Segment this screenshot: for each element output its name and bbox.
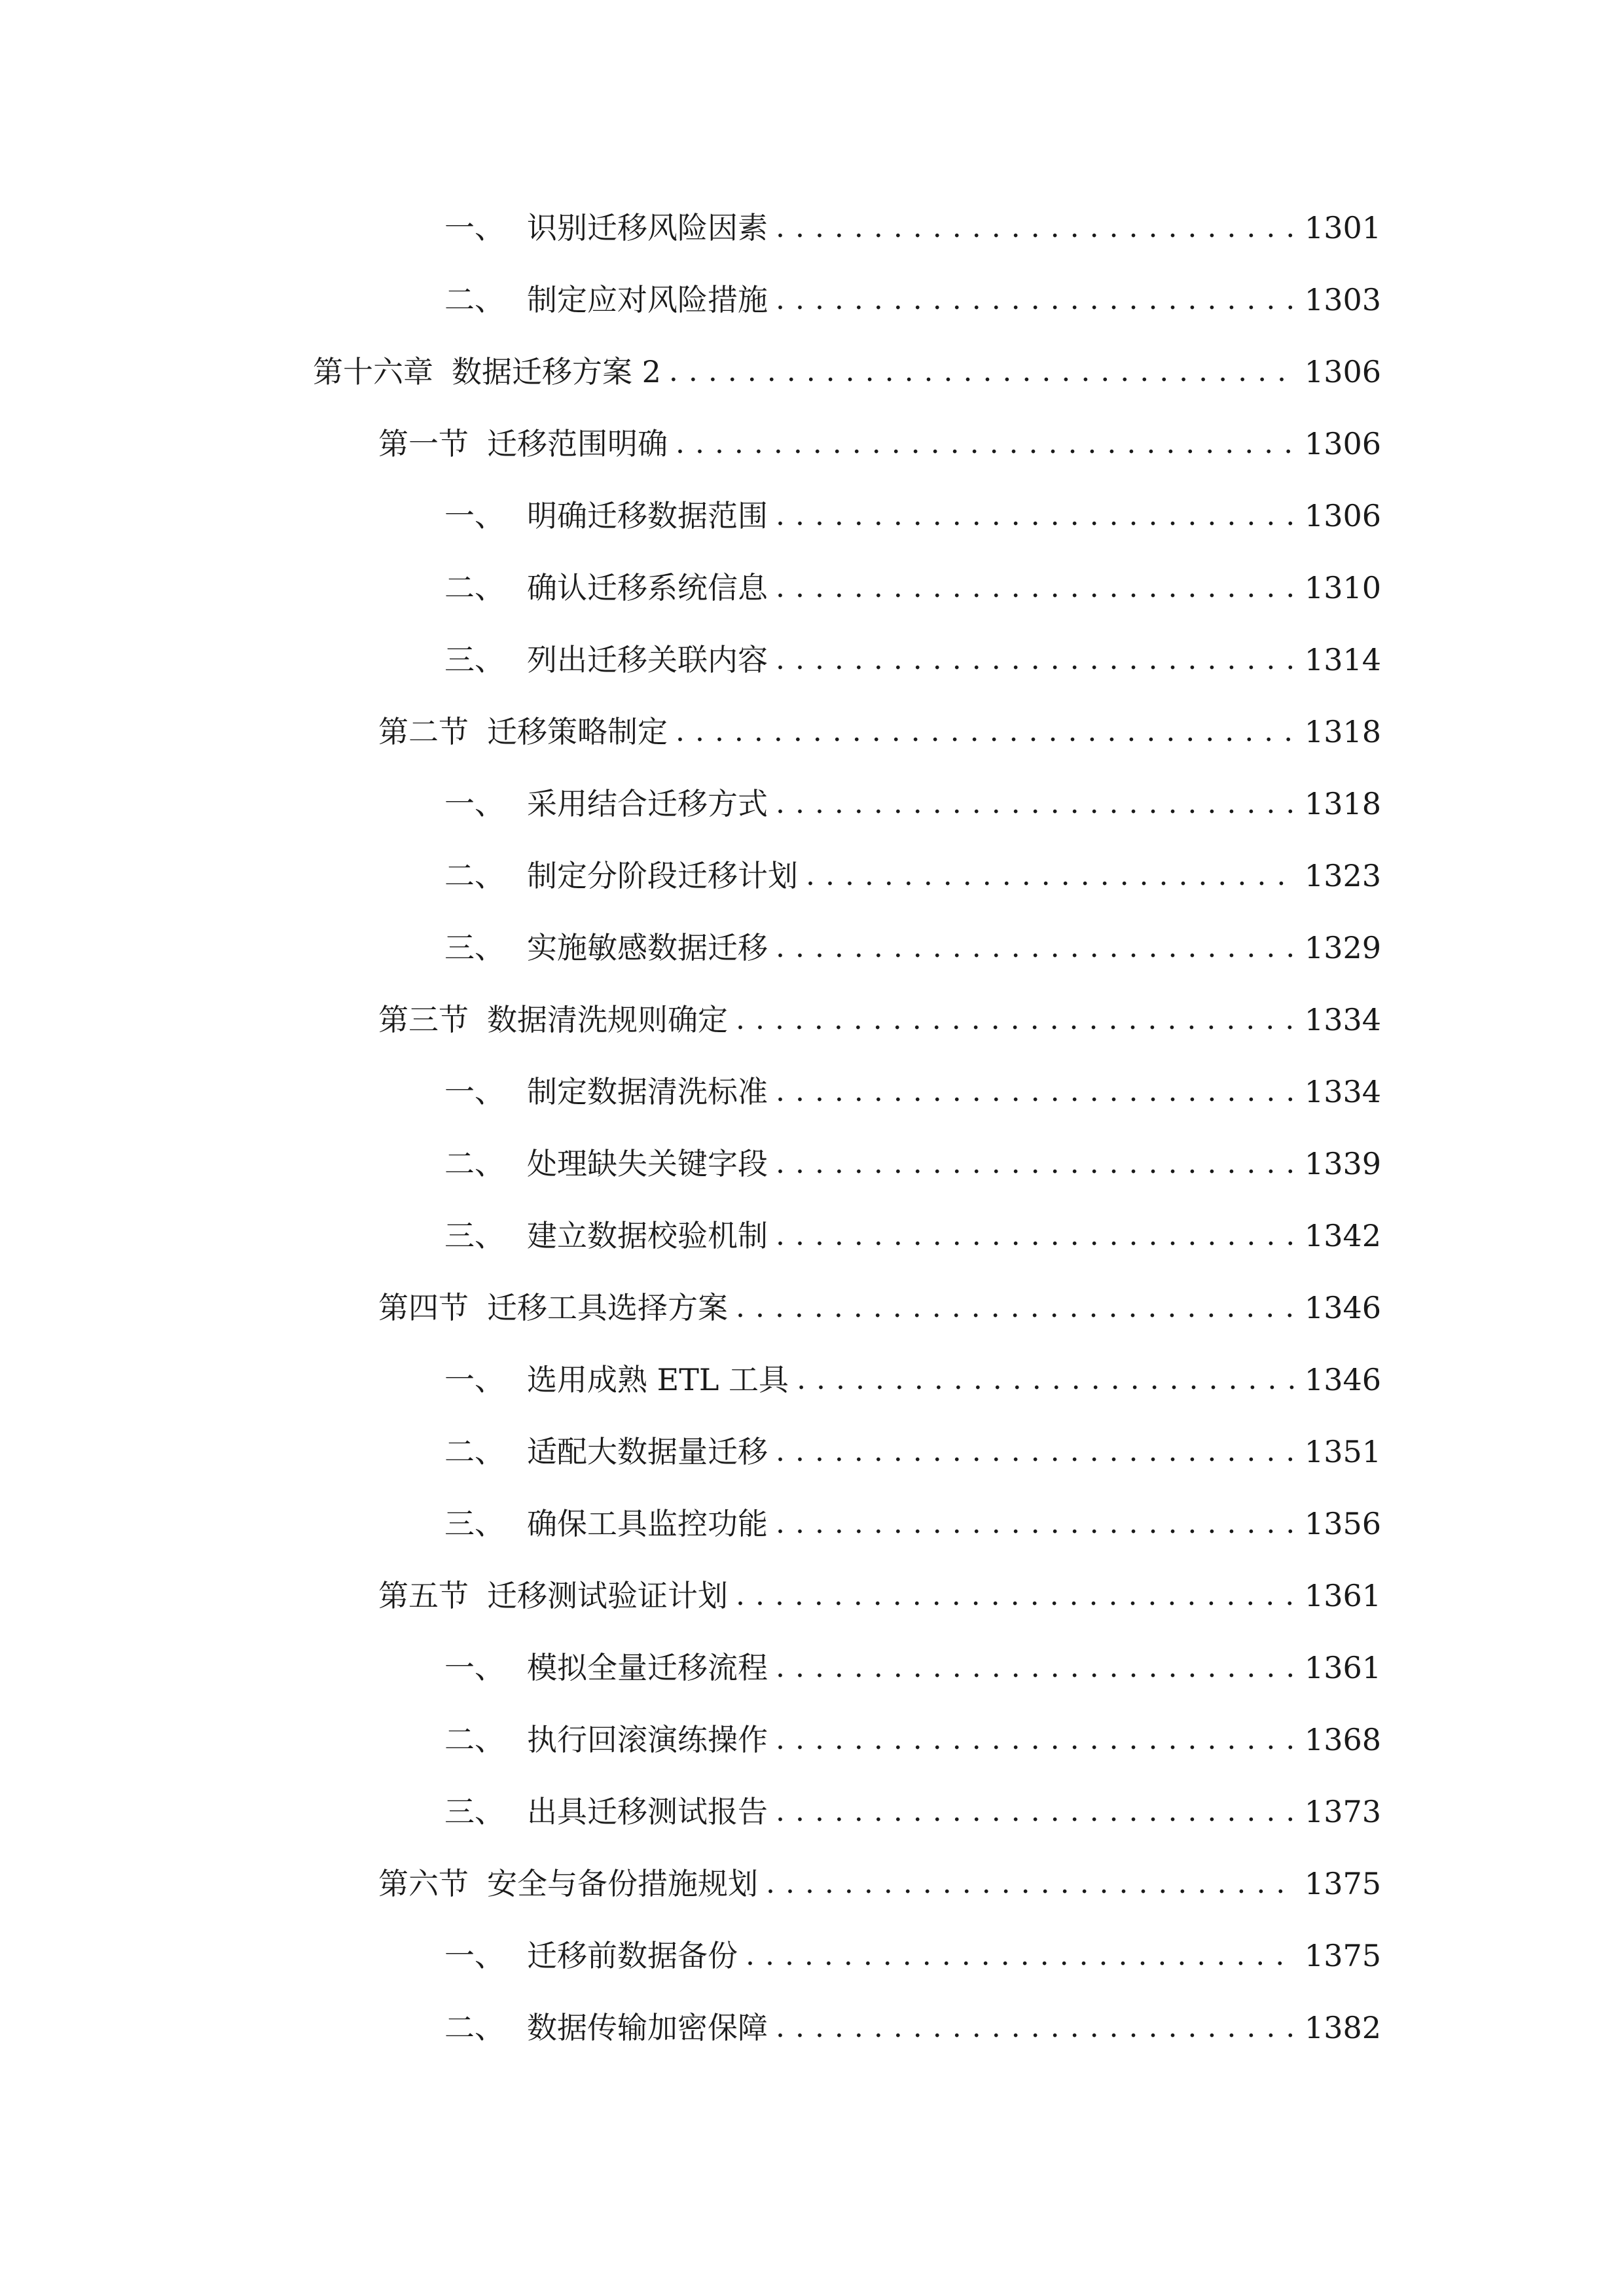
toc-entry-marker: 三、: [444, 1506, 505, 1541]
toc-entry-title: 选用成熟 ETL 工具: [527, 1362, 789, 1397]
toc-dot-leader: [776, 1213, 1295, 1259]
toc-entry-label: [378, 421, 668, 467]
toc-entry-label: [444, 925, 768, 971]
toc-entry-marker: 第二节: [378, 714, 469, 749]
toc-page-number: 1382: [1304, 2010, 1381, 2045]
toc-page-number: 1368: [1304, 1722, 1381, 1757]
toc-entry-title: 明确迁移数据范围: [527, 498, 768, 533]
toc-entry-marker: 三、: [444, 1794, 505, 1829]
toc-dot-leader: [676, 421, 1295, 467]
toc-page-number: 1373: [1304, 1794, 1381, 1829]
toc-entry-label: [444, 1357, 789, 1403]
toc-entry-title: 迁移范围明确: [487, 426, 668, 461]
toc-entry-marker: 一、: [444, 1650, 505, 1685]
toc-entry-title: 列出迁移关联内容: [527, 642, 768, 677]
toc-entry-title: 出具迁移测试报告: [527, 1794, 768, 1829]
toc-entry-section[interactable]: [378, 1861, 1381, 1907]
toc-dot-leader: [736, 1285, 1295, 1331]
toc-entry-title: 执行回滚演练操作: [527, 1722, 768, 1757]
toc-entry-label: [378, 709, 668, 755]
toc-page-number: 1375: [1304, 1938, 1381, 1973]
toc-page-number: 1375: [1304, 1866, 1381, 1901]
toc-dot-leader: [776, 1717, 1295, 1763]
toc-entry-title: 制定分阶段迁移计划: [527, 858, 798, 893]
toc-entry-title: 迁移策略制定: [487, 714, 668, 749]
toc-page-number: 1339: [1304, 1146, 1381, 1181]
toc-entry[interactable]: [444, 637, 1381, 683]
toc-entry[interactable]: [444, 781, 1381, 827]
toc-page-number: 1361: [1304, 1578, 1381, 1613]
toc-page-number: 1310: [1304, 570, 1381, 605]
toc-entry-label: [378, 1861, 758, 1907]
toc-dot-leader: [736, 1573, 1295, 1619]
toc-entry-title: 采用结合迁移方式: [527, 786, 768, 821]
toc-entry[interactable]: [444, 277, 1381, 323]
toc-entry-chapter[interactable]: [313, 349, 1381, 395]
toc-entry-title: 数据迁移方案 2: [452, 354, 661, 389]
toc-entry-label: [444, 493, 768, 539]
toc-entry-title: 安全与备份措施规划: [487, 1866, 758, 1901]
toc-page-number: 1329: [1304, 930, 1381, 965]
toc-entry-marker: 三、: [444, 642, 505, 677]
toc-dot-leader: [736, 997, 1295, 1043]
toc-dot-leader: [776, 1789, 1295, 1835]
toc-entry-marker: 二、: [444, 1722, 505, 1757]
toc-page-number: 1334: [1304, 1074, 1381, 1109]
toc-page-number: 1346: [1304, 1362, 1381, 1397]
toc-page-number: 1318: [1304, 714, 1381, 749]
toc-entry-label: [444, 1069, 768, 1115]
toc-page-number: 1318: [1304, 786, 1381, 821]
toc-dot-leader: [766, 1861, 1295, 1907]
toc-entry-label: [444, 1501, 768, 1547]
toc-entry-title: 制定数据清洗标准: [527, 1074, 768, 1109]
toc-entry-title: 适配大数据量迁移: [527, 1434, 768, 1469]
toc-page-number: 1306: [1304, 498, 1381, 533]
toc-entry-title: 迁移工具选择方案: [487, 1290, 728, 1325]
toc-page-number: 1314: [1304, 642, 1381, 677]
toc-dot-leader: [797, 1357, 1295, 1403]
toc-entry-label: [378, 1573, 728, 1619]
toc-page-number: 1334: [1304, 1002, 1381, 1037]
toc-entry-title: 迁移前数据备份: [527, 1938, 738, 1973]
toc-entry-title: 实施敏感数据迁移: [527, 930, 768, 965]
toc-entry-label: [444, 1789, 768, 1835]
toc-entry-section[interactable]: [378, 709, 1381, 755]
toc-page-number: 1361: [1304, 1650, 1381, 1685]
toc-entry-label: [444, 637, 768, 683]
toc-page-number: 1351: [1304, 1434, 1381, 1469]
toc-entry-section[interactable]: [378, 421, 1381, 467]
toc-dot-leader: [776, 277, 1295, 323]
toc-entry-marker: 第十六章: [313, 354, 433, 389]
toc-entry-section[interactable]: [378, 1573, 1381, 1619]
toc-entry-label: [444, 1141, 768, 1187]
toc-dot-leader: [676, 709, 1295, 755]
toc-entry[interactable]: [444, 1069, 1381, 1115]
toc-dot-leader: [776, 1429, 1295, 1475]
toc-entry-label: [378, 1285, 728, 1331]
toc-entry[interactable]: [444, 205, 1381, 251]
toc-entry-label: [444, 2005, 768, 2051]
toc-entry-label: [444, 565, 768, 611]
toc-dot-leader: [776, 2005, 1295, 2051]
toc-entry-label: [444, 1429, 768, 1475]
toc-entry[interactable]: [444, 853, 1381, 899]
toc-entry-marker: 三、: [444, 1218, 505, 1253]
toc-entry[interactable]: [444, 1645, 1381, 1691]
toc-page-number: 1303: [1304, 282, 1381, 317]
toc-page-number: 1306: [1304, 354, 1381, 389]
toc-entry-marker: 第六节: [378, 1866, 469, 1901]
toc-dot-leader: [776, 1141, 1295, 1187]
toc-entry[interactable]: [444, 1501, 1381, 1547]
toc-dot-leader: [776, 493, 1295, 539]
toc-entry-marker: 二、: [444, 282, 505, 317]
toc-entry-marker: 一、: [444, 498, 505, 533]
toc-entry-label: [444, 1645, 768, 1691]
toc-entry-marker: 第三节: [378, 1002, 469, 1037]
toc-entry-marker: 一、: [444, 1938, 505, 1973]
toc-entry-label: [378, 997, 728, 1043]
toc-entry[interactable]: [444, 925, 1381, 971]
toc-entry-label: [444, 781, 768, 827]
toc-dot-leader: [669, 349, 1295, 395]
toc-dot-leader: [776, 637, 1295, 683]
toc-entry-label: [444, 1213, 768, 1259]
toc-page-number: 1346: [1304, 1290, 1381, 1325]
toc-entry-marker: 第一节: [378, 426, 469, 461]
toc-entry[interactable]: [444, 1141, 1381, 1187]
toc-entry-marker: 一、: [444, 1362, 505, 1397]
toc-entry-title: 迁移测试验证计划: [487, 1578, 728, 1613]
toc-entry-marker: 二、: [444, 858, 505, 893]
toc-dot-leader: [806, 853, 1295, 899]
toc-entry-marker: 二、: [444, 1434, 505, 1469]
toc-entry-label: [444, 205, 768, 251]
toc-page-number: 1342: [1304, 1218, 1381, 1253]
toc-entry-title: 数据传输加密保障: [527, 2010, 768, 2045]
toc-dot-leader: [776, 1069, 1295, 1115]
toc-entry-label: [313, 349, 661, 395]
toc-entry-title: 制定应对风险措施: [527, 282, 768, 317]
toc-entry-marker: 二、: [444, 1146, 505, 1181]
toc-page-number: 1301: [1304, 210, 1381, 245]
toc-entry-section[interactable]: [378, 1285, 1381, 1331]
toc-entry-section[interactable]: [378, 997, 1381, 1043]
toc-entry-marker: 一、: [444, 1074, 505, 1109]
toc-entry-label: [444, 1717, 768, 1763]
toc-dot-leader: [776, 781, 1295, 827]
toc-entry[interactable]: [444, 493, 1381, 539]
toc-entry[interactable]: [444, 565, 1381, 611]
toc-entry[interactable]: [444, 2005, 1381, 2051]
toc-entry-label: [444, 853, 798, 899]
toc-dot-leader: [776, 205, 1295, 251]
toc-dot-leader: [776, 925, 1295, 971]
toc-dot-leader: [776, 1645, 1295, 1691]
toc-entry-title: 确认迁移系统信息: [527, 570, 768, 605]
toc-entry-marker: 第四节: [378, 1290, 469, 1325]
toc-entry[interactable]: [444, 1933, 1381, 1979]
toc-entry[interactable]: [444, 1789, 1381, 1835]
toc-entry-title: 确保工具监控功能: [527, 1506, 768, 1541]
toc-entry-marker: 一、: [444, 210, 505, 245]
toc-entry-title: 识别迁移风险因素: [527, 210, 768, 245]
toc-entry[interactable]: [444, 1213, 1381, 1259]
toc-entry-marker: 二、: [444, 570, 505, 605]
toc-entry-marker: 第五节: [378, 1578, 469, 1613]
toc-dot-leader: [776, 1501, 1295, 1547]
toc-entry[interactable]: [444, 1357, 1381, 1403]
toc-page-number: 1323: [1304, 858, 1381, 893]
toc-entry[interactable]: [444, 1717, 1381, 1763]
toc-page-number: 1356: [1304, 1506, 1381, 1541]
toc-entry-title: 处理缺失关键字段: [527, 1146, 768, 1181]
toc-entry-marker: 三、: [444, 930, 505, 965]
toc-dot-leader: [776, 565, 1295, 611]
toc-entry-marker: 二、: [444, 2010, 505, 2045]
toc-entry-title: 建立数据校验机制: [527, 1218, 768, 1253]
toc-entry-label: [444, 1933, 738, 1979]
toc-page-number: 1306: [1304, 426, 1381, 461]
toc-entry-label: [444, 277, 768, 323]
toc-entry-title: 模拟全量迁移流程: [527, 1650, 768, 1685]
toc-entry-marker: 一、: [444, 786, 505, 821]
toc-dot-leader: [746, 1933, 1295, 1979]
toc-entry[interactable]: [444, 1429, 1381, 1475]
toc-entry-title: 数据清洗规则确定: [487, 1002, 728, 1037]
